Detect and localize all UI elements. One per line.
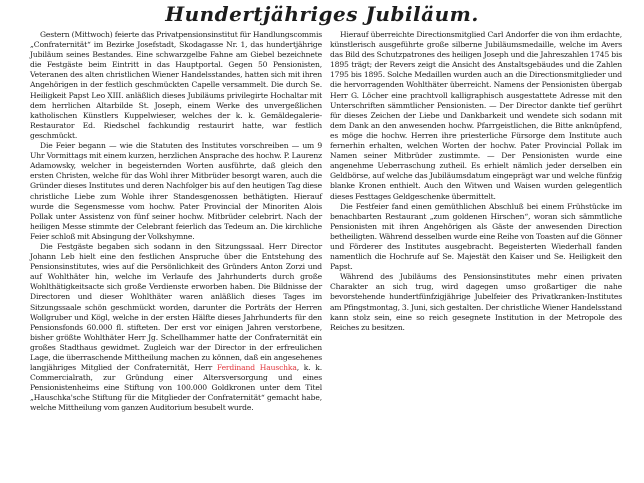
paragraph: Die Feier begann — wie die Statuten des Institutes vorschreiben — um 9 Uhr Vormittags mit einem kurzen, herzlichen Ansprache des hochw. P. Laurenz Adamowsky, welcher in begeisternden Worten ausführte, daß gleich den ersten Christen, welche für das Wohl ihrer Mitbrüder besorgt waren, auch die Gründer dieses Institutes und deren Nachfolger bis auf den heutigen Tag diese christliche Liebe zum Wohle ihrer Standesgenossen bethätigten. Hierauf wurde die Segensmesse vom hochw. Pater Provincial der Minoriten Alois Pollak unter Assistenz von fünf seiner hochw. Mitbrüder celebrirt. Nach der heiligen Messe stimmte der Celebrant feierlich das Tedeum an. Die kirchliche Feier schloß mit Absingung der Volkshymne. <box>30 141 322 241</box>
right-column <box>330 30 622 333</box>
article-title: Hundertjähriges Jubiläum. <box>165 2 479 26</box>
paragraph: Hierauf überreichte Directionsmitglied Carl Andorfer die von ihm erdachte, künstlerisch ausgeführte große silberne Jubiläumsmedaille, welche im Avers das Bild des Schutzpatrones des heiligen Joseph und die Jahreszahlen 1745 bis 1895 trägt; der Revers zeigt die Ansicht des Anstaltsgebäudes und die Zahlen 1795 bis 1895. Solche Medaillen wurden auch an die Directionsmitglieder und die hervorragenden Wohlthäter überreicht. Namens der Pensionisten übergab Herr G. Löcher eine prachtvoll kalligraphisch ausgestattete Adresse mit den Unterschriften sämmtlicher Pensionisten. — Der Director dankte tief gerührt für dieses Zeichen der Liebe und Dankbarkeit und wendete sich sodann mit dem Dank an den anwesenden hochw. Pfarrgeistlichen, die Bitte anknüpfend, es möge die hochw. Herren ihre priesterliche Fürsorge dem Institute auch fernerhin erhalten, welchen Worten der hochw. Pater Provincial Pollak im Namen seiner Mitbrüder zustimmte. — Der Pensionisten wurde eine angenehme Ueberraschung zutheil. Es erhielt nämlich jeder derselben ein Geldbörse, auf welche das Jubiläumsdatum eingeprägt war und welche fünfzig blanke Kronen enthielt. Auch den Witwen und Waisen wurden gelegentlich dieses Festtages Geldgeschenke übermittelt. <box>330 30 622 201</box>
paragraph <box>30 242 322 414</box>
left-column <box>30 30 322 414</box>
paragraph: Gestern (Mittwoch) feierte das Privatpensionsinstitut für Handlungscommis „Confraternität“ im Bezirke Josefstadt, Skodagasse Nr. 1, das hundertjährige Jubiläum seines Bestandes. Eine schwarzgelbe Fahne am Giebel bezeichnete die Festgäste beim Eintritt in das Hauptportal. Gegen 50 Pensionisten, Veteranen des alten christlichen Wiener Handelsstandes, hatten sich mit ihren Angehörigen in der festlich geschmückten Capelle versammelt. Die durch Se. Heiligkeit Papst Leo XIII. anläßlich dieses Jubiläums privilegirte Hochaltar mit dem herrlichen Altarbilde St. Joseph, einem Werke des unvergeßlichen katholischen Künstlers Kuppelwieser, welches der k. k. Gemäldegalerie-Restaurator Ed. Riedschel fachkundig restaurirt hatte, war festlich geschmückt. <box>30 30 322 140</box>
paragraph: Während des Jubiläums des Pensionsinstitutes mehr einen privaten Charakter an sich trug, wird dagegen umso großartiger die nahe bevorstehende hundertfünfzigjährige Jubelfeier des Privatkranken-Institutes am Pfingstmontag, 3. Juni, sich gestalten. Der christliche Wiener Handelsstand kann stolz sein, eine so reich gesegnete Institution in der Metropole des Reiches zu besitzen. <box>330 272 622 332</box>
paragraph: Die Festfeier fand einen gemüthlichen Abschluß bei einem Frühstücke im benachbarten Restaurant „zum goldenen Hirschen“, woran sich sämmtliche Pensionisten mit ihren Angehörigen als Gäste der anwesenden Direction betheiligten. Während desselben wurde eine Reihe von Toasten auf die Gönner und Förderer des Institutes ausgebracht. Begeisterten Wiederhall fanden namentlich die Hochrufe auf Se. Majestät den Kaiser und Se. Heiligkeit den Papst. <box>330 201 622 272</box>
highlighted-name: Ferdinand Hauschka <box>216 363 297 373</box>
paragraph-text: , k. k. Commercialrath, zur Gründung einer Altersversorgung und eines Pensionistenheims eine Stiftung von 100.000 Goldkronen unter dem Titel „Hauschka'sche Stiftung für die Mitglieder der Confraternität“ gemacht habe, welche Mittheilung vom ganzen Auditorium besubelt wurde. <box>30 363 323 413</box>
paragraph-text: Die Festgäste begaben sich sodann in den Sitzungssaal. Herr Director Johann Leb hielt eine den festlichen Anspruche über die Entstehung des Pensionsinstitutes, wies auf die Persönlichkeit des Gründers Anton Zorzi und auf Wohlthäter hin, welche im Verlaufe des Jahrhunderts durch große Wohlthätigkeitsacte sich große Verdienste erworben haben. Die Bildnisse der Directoren und dieser Wohlthäter waren anläßlich dieses Tages im Sitzungssaale schön geschmückt worden, darunter die Porträts der Herren Wollgruber und Kögl, welche in der ersten Hälfte dieses Jahrhunderts für den Pensionsfonds 60.000 fl. stifteten. Der erst vor einigen Jahren verstorbene, bisher größte Wohlthäter Herr Jg. Schellhammer hatte der Confraternität ein großes Stadthaus gewidmet. Zugleich war der Director in der erfreulichen Lage, die überraschende Mittheilung machen zu können, daß ein angesehenes langjähriges Mitglied der Confraternität, Herr <box>30 241 322 373</box>
